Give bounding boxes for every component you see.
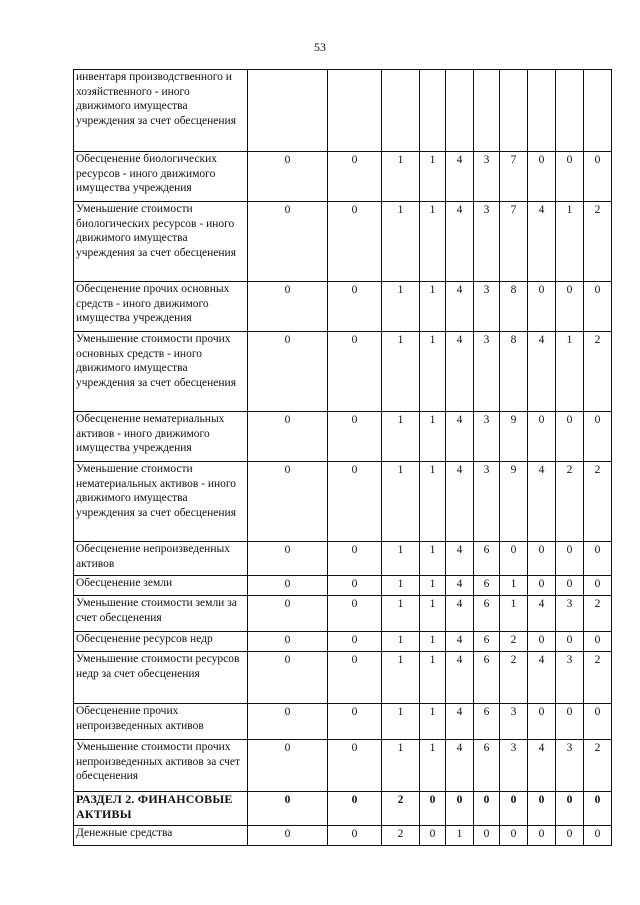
code-digit-cell: 0 bbox=[328, 792, 382, 826]
account-name-cell: Обесценение земли bbox=[74, 576, 248, 596]
code-digit-cell: 0 bbox=[528, 282, 556, 332]
code-digit-cell: 7 bbox=[500, 202, 528, 282]
code-digit-cell: 0 bbox=[556, 576, 584, 596]
code-digit-cell: 4 bbox=[528, 332, 556, 412]
code-digit-cell: 4 bbox=[446, 596, 474, 632]
code-digit-cell: 4 bbox=[446, 282, 474, 332]
table-row bbox=[74, 632, 612, 652]
code-digit-cell: 0 bbox=[500, 792, 528, 826]
code-digit-cell: 0 bbox=[556, 542, 584, 576]
code-digit-cell: 1 bbox=[420, 596, 446, 632]
code-digit-cell: 0 bbox=[248, 596, 328, 632]
code-digit-cell: 2 bbox=[382, 826, 420, 846]
code-digit-cell: 0 bbox=[528, 542, 556, 576]
code-digit-cell: 4 bbox=[446, 462, 474, 542]
code-digit-cell: 3 bbox=[474, 332, 500, 412]
account-name-cell: Уменьшение стоимости земли за счет обесценения bbox=[74, 596, 248, 632]
code-digit-cell: 3 bbox=[500, 740, 528, 792]
code-digit-cell: 4 bbox=[528, 740, 556, 792]
code-digit-cell: 0 bbox=[584, 704, 612, 740]
table-row bbox=[74, 202, 612, 282]
code-digit-cell: 0 bbox=[248, 652, 328, 704]
table-row bbox=[74, 152, 612, 202]
code-digit-cell: 1 bbox=[382, 282, 420, 332]
code-digit-cell: 1 bbox=[446, 826, 474, 846]
code-digit-cell: 7 bbox=[500, 152, 528, 202]
code-digit-cell: 0 bbox=[420, 826, 446, 846]
code-digit-cell: 2 bbox=[584, 652, 612, 704]
code-digit-cell bbox=[248, 70, 328, 152]
code-digit-cell: 4 bbox=[446, 740, 474, 792]
code-digit-cell: 2 bbox=[584, 332, 612, 412]
code-digit-cell: 4 bbox=[528, 596, 556, 632]
code-digit-cell: 4 bbox=[446, 202, 474, 282]
code-digit-cell bbox=[420, 70, 446, 152]
code-digit-cell: 0 bbox=[584, 282, 612, 332]
code-digit-cell: 3 bbox=[474, 412, 500, 462]
code-digit-cell bbox=[382, 70, 420, 152]
code-digit-cell: 6 bbox=[474, 740, 500, 792]
code-digit-cell: 4 bbox=[446, 152, 474, 202]
code-digit-cell: 1 bbox=[382, 576, 420, 596]
code-digit-cell: 1 bbox=[382, 740, 420, 792]
code-digit-cell: 1 bbox=[500, 576, 528, 596]
code-digit-cell: 4 bbox=[446, 652, 474, 704]
code-digit-cell: 0 bbox=[584, 152, 612, 202]
code-digit-cell: 1 bbox=[420, 462, 446, 542]
code-digit-cell: 0 bbox=[556, 412, 584, 462]
code-digit-cell: 0 bbox=[248, 704, 328, 740]
code-digit-cell: 0 bbox=[328, 332, 382, 412]
code-digit-cell: 0 bbox=[420, 792, 446, 826]
code-digit-cell: 1 bbox=[382, 704, 420, 740]
code-digit-cell: 1 bbox=[556, 332, 584, 412]
code-digit-cell: 3 bbox=[474, 462, 500, 542]
account-name-cell: Обесценение прочих непроизведенных активов bbox=[74, 704, 248, 740]
code-digit-cell: 0 bbox=[528, 412, 556, 462]
code-digit-cell: 1 bbox=[420, 332, 446, 412]
code-digit-cell: 1 bbox=[420, 152, 446, 202]
code-digit-cell: 0 bbox=[248, 152, 328, 202]
code-digit-cell: 1 bbox=[556, 202, 584, 282]
code-digit-cell: 0 bbox=[556, 152, 584, 202]
code-digit-cell: 0 bbox=[248, 792, 328, 826]
code-digit-cell: 0 bbox=[328, 632, 382, 652]
table-row bbox=[74, 70, 612, 152]
code-digit-cell: 1 bbox=[420, 202, 446, 282]
account-name-cell: Обесценение прочих основных средств - иного движимого имущества учреждения bbox=[74, 282, 248, 332]
code-digit-cell: 0 bbox=[328, 152, 382, 202]
code-digit-cell: 3 bbox=[474, 282, 500, 332]
code-digit-cell: 1 bbox=[382, 542, 420, 576]
code-digit-cell: 0 bbox=[248, 282, 328, 332]
account-name-cell: Обесценение непроизведенных активов bbox=[74, 542, 248, 576]
code-digit-cell: 1 bbox=[420, 704, 446, 740]
code-digit-cell: 0 bbox=[328, 202, 382, 282]
code-digit-cell: 6 bbox=[474, 632, 500, 652]
code-digit-cell: 0 bbox=[528, 792, 556, 826]
code-digit-cell: 1 bbox=[420, 412, 446, 462]
account-name-cell: Уменьшение стоимости нематериальных активов - иного движимого имущества учреждения за счет обесценения bbox=[74, 462, 248, 542]
code-digit-cell: 0 bbox=[328, 542, 382, 576]
code-digit-cell: 0 bbox=[556, 792, 584, 826]
code-digit-cell: 0 bbox=[584, 412, 612, 462]
code-digit-cell: 0 bbox=[328, 652, 382, 704]
code-digit-cell: 1 bbox=[420, 576, 446, 596]
code-digit-cell: 0 bbox=[584, 542, 612, 576]
code-digit-cell: 1 bbox=[500, 596, 528, 632]
table-row bbox=[74, 740, 612, 792]
code-digit-cell: 0 bbox=[474, 826, 500, 846]
code-digit-cell: 3 bbox=[556, 740, 584, 792]
code-digit-cell: 6 bbox=[474, 652, 500, 704]
code-digit-cell: 1 bbox=[382, 462, 420, 542]
code-digit-cell: 0 bbox=[556, 282, 584, 332]
code-digit-cell: 0 bbox=[248, 202, 328, 282]
account-name-cell: Уменьшение стоимости биологических ресурсов - иного движимого имущества учреждения за счет обесценения bbox=[74, 202, 248, 282]
table-row bbox=[74, 332, 612, 412]
code-digit-cell: 0 bbox=[446, 792, 474, 826]
account-name-cell: инвентаря производственного и хозяйственного - иного движимого имущества учреждения за счет обесценения bbox=[74, 70, 248, 152]
account-name-cell: Обесценение ресурсов недр bbox=[74, 632, 248, 652]
code-digit-cell: 1 bbox=[382, 632, 420, 652]
code-digit-cell: 0 bbox=[584, 576, 612, 596]
table-row bbox=[74, 542, 612, 576]
table-row bbox=[74, 462, 612, 542]
code-digit-cell: 0 bbox=[248, 462, 328, 542]
account-name-cell: Обесценение нематериальных активов - иного движимого имущества учреждения bbox=[74, 412, 248, 462]
code-digit-cell bbox=[556, 70, 584, 152]
code-digit-cell: 1 bbox=[382, 152, 420, 202]
table-row bbox=[74, 576, 612, 596]
code-digit-cell: 1 bbox=[420, 282, 446, 332]
code-digit-cell: 2 bbox=[382, 792, 420, 826]
account-name-cell: Уменьшение стоимости прочих основных средств - иного движимого имущества учреждения за счет обесценения bbox=[74, 332, 248, 412]
code-digit-cell: 4 bbox=[528, 462, 556, 542]
code-digit-cell bbox=[446, 70, 474, 152]
code-digit-cell: 0 bbox=[248, 740, 328, 792]
code-digit-cell: 0 bbox=[328, 704, 382, 740]
code-digit-cell: 1 bbox=[382, 332, 420, 412]
code-digit-cell: 1 bbox=[382, 412, 420, 462]
account-name-cell: Денежные средства bbox=[74, 826, 248, 846]
code-digit-cell: 1 bbox=[420, 652, 446, 704]
code-digit-cell: 8 bbox=[500, 332, 528, 412]
code-digit-cell: 4 bbox=[446, 704, 474, 740]
code-digit-cell: 2 bbox=[584, 462, 612, 542]
code-digit-cell: 2 bbox=[584, 740, 612, 792]
code-digit-cell: 0 bbox=[500, 542, 528, 576]
code-digit-cell: 0 bbox=[248, 576, 328, 596]
code-digit-cell: 6 bbox=[474, 704, 500, 740]
code-digit-cell: 6 bbox=[474, 596, 500, 632]
code-digit-cell: 0 bbox=[328, 412, 382, 462]
code-digit-cell: 4 bbox=[446, 542, 474, 576]
code-digit-cell: 4 bbox=[446, 632, 474, 652]
code-digit-cell: 0 bbox=[556, 632, 584, 652]
code-digit-cell: 0 bbox=[328, 740, 382, 792]
code-digit-cell: 8 bbox=[500, 282, 528, 332]
code-digit-cell: 0 bbox=[248, 332, 328, 412]
code-digit-cell: 2 bbox=[556, 462, 584, 542]
code-digit-cell: 1 bbox=[420, 740, 446, 792]
code-digit-cell: 0 bbox=[328, 282, 382, 332]
code-digit-cell: 1 bbox=[382, 652, 420, 704]
code-digit-cell: 4 bbox=[446, 576, 474, 596]
code-digit-cell: 0 bbox=[500, 826, 528, 846]
code-digit-cell: 2 bbox=[584, 596, 612, 632]
code-digit-cell: 0 bbox=[328, 576, 382, 596]
code-digit-cell: 3 bbox=[500, 704, 528, 740]
code-digit-cell: 0 bbox=[528, 632, 556, 652]
code-digit-cell: 4 bbox=[528, 652, 556, 704]
code-digit-cell: 4 bbox=[446, 412, 474, 462]
table-row bbox=[74, 412, 612, 462]
code-digit-cell bbox=[500, 70, 528, 152]
code-digit-cell: 9 bbox=[500, 412, 528, 462]
code-digit-cell: 0 bbox=[328, 596, 382, 632]
code-digit-cell: 0 bbox=[248, 542, 328, 576]
code-digit-cell: 0 bbox=[248, 826, 328, 846]
code-digit-cell: 3 bbox=[474, 202, 500, 282]
code-digit-cell: 0 bbox=[584, 792, 612, 826]
code-digit-cell: 0 bbox=[328, 826, 382, 846]
code-digit-cell: 0 bbox=[584, 632, 612, 652]
code-digit-cell: 0 bbox=[528, 152, 556, 202]
account-name-cell: Уменьшение стоимости прочих непроизведенных активов за счет обесценения bbox=[74, 740, 248, 792]
table-body bbox=[74, 70, 612, 846]
code-digit-cell bbox=[528, 70, 556, 152]
code-digit-cell: 9 bbox=[500, 462, 528, 542]
code-digit-cell: 0 bbox=[528, 704, 556, 740]
code-digit-cell: 6 bbox=[474, 542, 500, 576]
code-digit-cell: 2 bbox=[500, 632, 528, 652]
code-digit-cell: 0 bbox=[528, 576, 556, 596]
code-digit-cell: 0 bbox=[528, 826, 556, 846]
code-digit-cell: 0 bbox=[328, 462, 382, 542]
code-digit-cell bbox=[328, 70, 382, 152]
table-row bbox=[74, 826, 612, 846]
code-digit-cell: 6 bbox=[474, 576, 500, 596]
code-digit-cell: 0 bbox=[556, 704, 584, 740]
code-digit-cell: 0 bbox=[584, 826, 612, 846]
code-digit-cell: 3 bbox=[556, 596, 584, 632]
code-digit-cell: 3 bbox=[474, 152, 500, 202]
code-digit-cell: 0 bbox=[474, 792, 500, 826]
account-name-cell: РАЗДЕЛ 2. ФИНАНСОВЫЕ АКТИВЫ bbox=[74, 792, 248, 826]
code-digit-cell: 0 bbox=[248, 412, 328, 462]
table-row bbox=[74, 704, 612, 740]
code-digit-cell: 4 bbox=[528, 202, 556, 282]
table-row bbox=[74, 282, 612, 332]
code-digit-cell: 0 bbox=[248, 632, 328, 652]
account-code-table bbox=[73, 69, 612, 846]
code-digit-cell: 1 bbox=[382, 202, 420, 282]
code-digit-cell: 1 bbox=[420, 542, 446, 576]
code-digit-cell: 4 bbox=[446, 332, 474, 412]
table-row bbox=[74, 596, 612, 632]
table-row bbox=[74, 792, 612, 826]
code-digit-cell: 3 bbox=[556, 652, 584, 704]
code-digit-cell: 2 bbox=[500, 652, 528, 704]
table-row bbox=[74, 652, 612, 704]
account-name-cell: Обесценение биологических ресурсов - иного движимого имущества учреждения bbox=[74, 152, 248, 202]
code-digit-cell: 1 bbox=[420, 632, 446, 652]
code-digit-cell: 2 bbox=[584, 202, 612, 282]
code-digit-cell bbox=[584, 70, 612, 152]
page-number: 53 bbox=[314, 40, 326, 54]
code-digit-cell: 1 bbox=[382, 596, 420, 632]
code-digit-cell: 0 bbox=[556, 826, 584, 846]
code-digit-cell bbox=[474, 70, 500, 152]
account-name-cell: Уменьшение стоимости ресурсов недр за счет обесценения bbox=[74, 652, 248, 704]
